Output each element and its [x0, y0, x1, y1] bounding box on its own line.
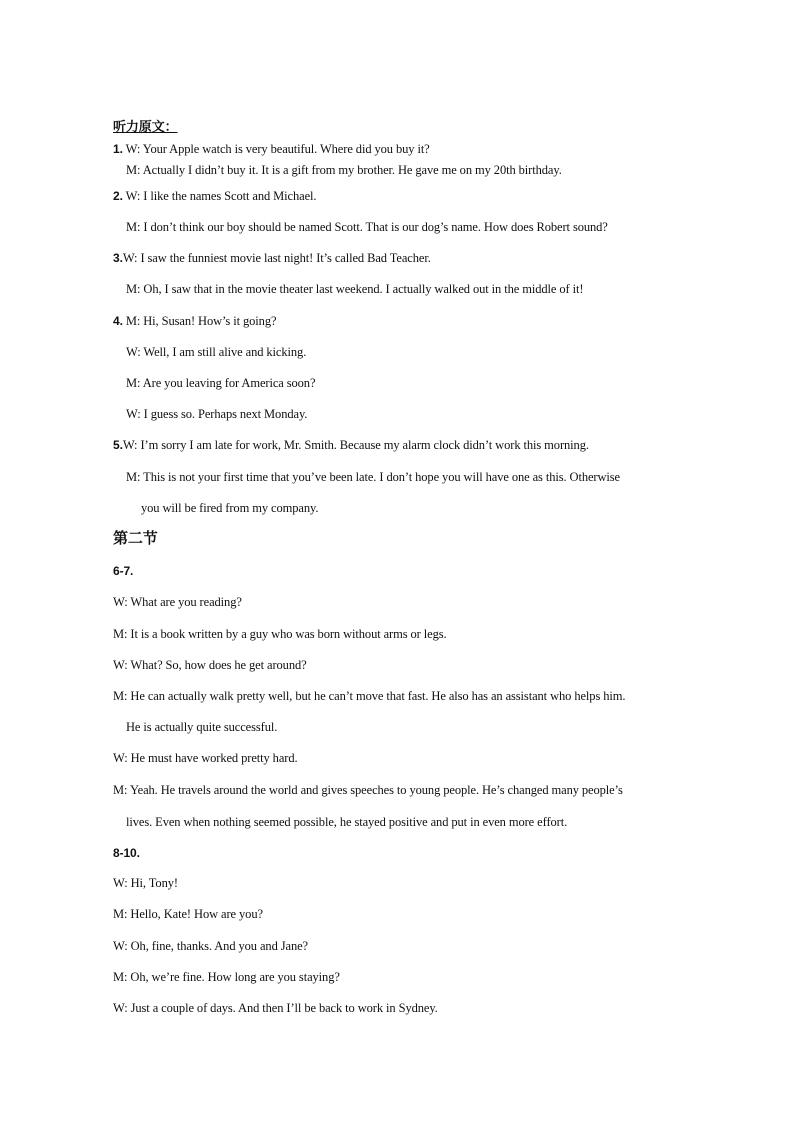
dialogue-line: W: What are you reading?	[113, 595, 242, 609]
dialogue-line: M: He can actually walk pretty well, but he can’t move that fast. He also has an assistant who helps him.	[113, 689, 626, 703]
dialogue-line: M: It is a book written by a guy who was born without arms or legs.	[113, 627, 447, 641]
dialogue-line: M: Yeah. He travels around the world and gives speeches to young people. He’s changed many people’s	[113, 783, 623, 797]
q2-w-text: W: I like the names Scott and Michael.	[125, 189, 317, 203]
q4-line-4: W: I guess so. Perhaps next Monday.	[126, 407, 308, 421]
dialogue-line: M: Hello, Kate! How are you?	[113, 907, 263, 921]
q5-m-line-2: you will be fired from my company.	[141, 501, 319, 515]
q1-m-line: M: Actually I didn’t buy it. It is a gift from my brother. He gave me on my 20th birthday.	[126, 163, 562, 177]
q5-w-line	[113, 437, 589, 453]
dialogue-line: W: What? So, how does he get around?	[113, 658, 307, 672]
section-2-title: 第二节	[113, 529, 158, 547]
dialogue-line: W: Just a couple of days. And then I’ll be back to work in Sydney.	[113, 1001, 438, 1015]
q1-w-text: W: Your Apple watch is very beautiful. Where did you buy it?	[125, 142, 430, 156]
dialogue-line: W: Oh, fine, thanks. And you and Jane?	[113, 939, 308, 953]
q2-w-line	[113, 188, 316, 204]
dialogue-line: W: He must have worked pretty hard.	[113, 751, 298, 765]
dialogue-line: lives. Even when nothing seemed possible, he stayed positive and put in even more effort.	[126, 815, 568, 829]
q1-w-line	[113, 141, 430, 157]
q4-text-1: M: Hi, Susan! How’s it going?	[125, 314, 277, 328]
q1-number: 1.	[113, 142, 123, 156]
q4-line-1	[113, 313, 276, 329]
dialogue-line: M: Oh, we’re fine. How long are you staying?	[113, 970, 340, 984]
q2-m-line: M: I don’t think our boy should be named Scott. That is our dog’s name. How does Robert sound?	[126, 220, 608, 234]
q5-number: 5.	[113, 438, 123, 452]
q3-m-line: M: Oh, I saw that in the movie theater last weekend. I actually walked out in the middle of it!	[126, 282, 584, 296]
dialogue-line: W: Hi, Tony!	[113, 876, 178, 890]
group-6-7-range: 6-7.	[113, 564, 134, 578]
q2-number: 2.	[113, 189, 123, 203]
q4-number: 4.	[113, 314, 123, 328]
q4-line-3: M: Are you leaving for America soon?	[126, 376, 316, 390]
q5-w-text: W: I’m sorry I am late for work, Mr. Smith. Because my alarm clock didn’t work this morning.	[122, 438, 589, 452]
q3-w-line	[113, 250, 431, 266]
dialogue-line: He is actually quite successful.	[126, 720, 278, 734]
group-8-10-range: 8-10.	[113, 846, 140, 860]
q5-m-line-1: M: This is not your first time that you’ve been late. I don’t hope you will have one as this. Otherwise	[126, 470, 621, 484]
q4-line-2: W: Well, I am still alive and kicking.	[126, 345, 307, 359]
q3-w-text: W: I saw the funniest movie last night! It’s called Bad Teacher.	[122, 251, 431, 265]
transcript-title: 听力原文：	[113, 120, 178, 135]
q3-number: 3.	[113, 251, 123, 265]
